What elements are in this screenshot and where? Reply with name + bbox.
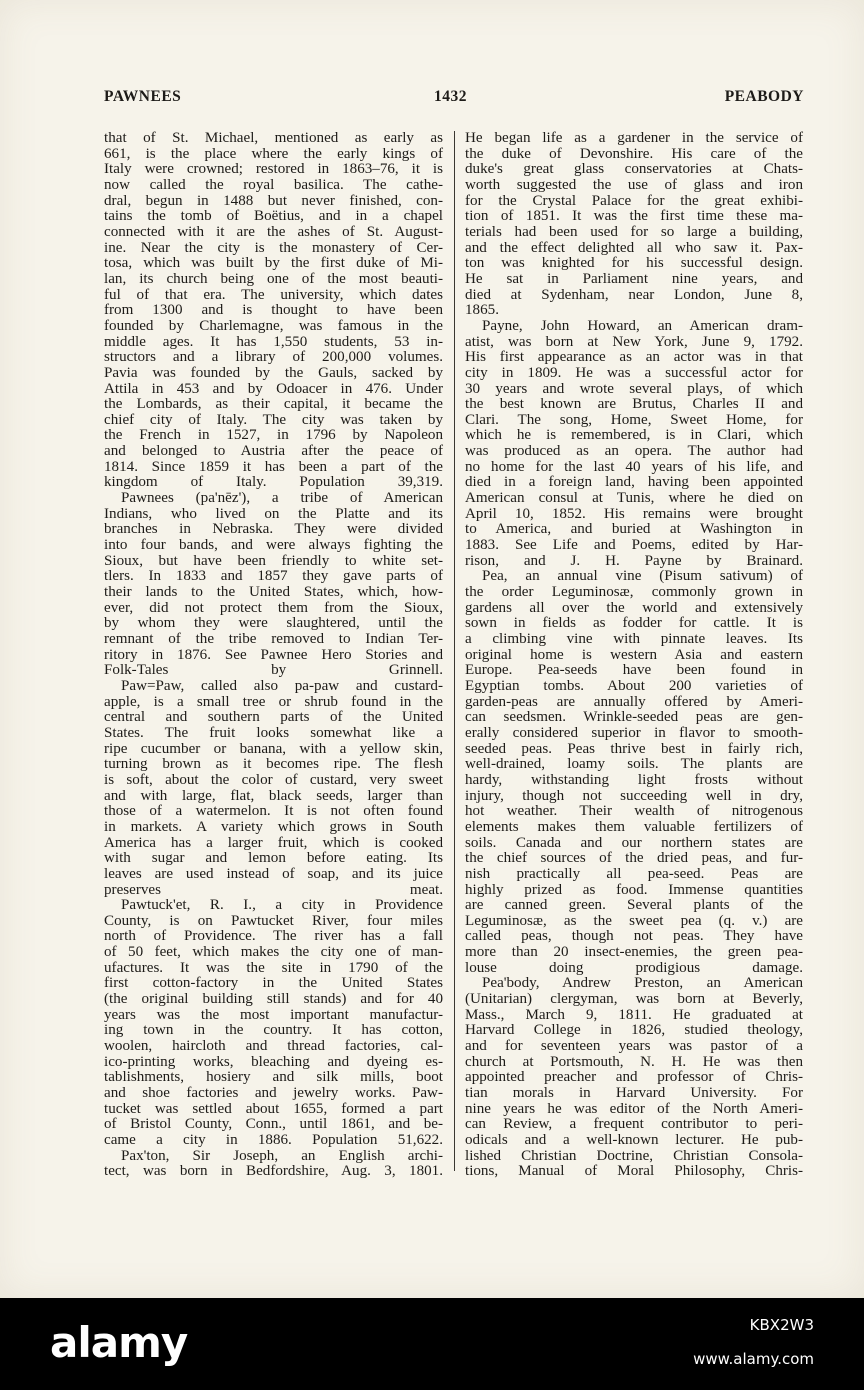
- text-line: Sioux, but have been friendly to white set-: [104, 552, 443, 569]
- text-line: can Review, a frequent contributor to peri-: [465, 1116, 803, 1133]
- text-line: well-drained, loamy soils. The plants are: [465, 756, 803, 773]
- text-line: nine years he was editor of the North Ameri-: [465, 1100, 803, 1117]
- text-line: Italy were crowned; restored in 1863–76, it is: [104, 161, 443, 178]
- text-line: came a city in 1886. Population 51,622.: [104, 1132, 443, 1148]
- text-line: which he is remembered, is in Clari, which: [465, 427, 803, 444]
- text-line: 1865.: [465, 302, 499, 319]
- text-line: louse doing prodigious damage.: [465, 959, 803, 976]
- text-line: Folk-Tales by Grinnell.: [104, 662, 443, 679]
- text-line: highly prized as food. Immense quantities: [465, 881, 803, 898]
- text-line: terials had been used for so large a building,: [465, 223, 803, 240]
- text-line: American consul at Tunis, where he died on: [465, 490, 803, 507]
- text-line: tucket was settled about 1655, formed a part: [104, 1100, 443, 1117]
- text-line: Pavia was founded by the Gauls, sacked by: [104, 364, 443, 381]
- text-line: north of Providence. The river has a fall: [104, 928, 443, 945]
- watermark-image-id: KBX2W3: [749, 1316, 814, 1334]
- text-line: woolen, haircloth and thread factories, cal-: [104, 1038, 443, 1055]
- text-line: odicals and a well-known lecturer. He pub-: [465, 1132, 803, 1148]
- text-line: worth suggested the use of glass and iron: [465, 176, 803, 193]
- text-line: can seedsmen. Wrinkle-seeded peas are gen-: [465, 709, 803, 726]
- text-line: elements makes them valuable fertilizers of: [465, 818, 803, 835]
- text-line: sown in fields as fodder for cattle. It is: [465, 615, 803, 632]
- text-line: tosa, which was built by the first duke of Mi-: [104, 255, 443, 272]
- text-line: from 1300 and is thought to have been: [104, 302, 443, 319]
- text-line: Payne, John Howard, an American dram-: [482, 317, 803, 334]
- text-line: chief city of Italy. The city was taken by: [104, 411, 443, 428]
- text-line: tions, Manual of Moral Philosophy, Chris-: [465, 1163, 803, 1180]
- text-line: and the effect delighted all who saw it. Pax-: [465, 239, 803, 256]
- text-line: States. The fruit looks somewhat like a: [104, 724, 443, 741]
- text-line: soils. Canada and our northern states are: [465, 834, 803, 851]
- text-line: was produced as an opera. The author had: [465, 443, 803, 460]
- text-line: original home is western Asia and eastern: [465, 646, 803, 663]
- text-line: the chief sources of the dried peas, and fur-: [465, 850, 803, 867]
- text-line: Europe. Pea-seeds have been found in: [465, 662, 803, 679]
- text-line: (the original building still stands) and for 40: [104, 991, 443, 1008]
- text-line: He sat in Parliament nine years, and: [465, 270, 803, 287]
- text-line: to America, and buried at Washington in: [465, 521, 803, 538]
- text-line: branches in Nebraska. They were divided: [104, 521, 443, 538]
- text-line: 1883. See Life and Poems, edited by Har-: [465, 537, 803, 554]
- text-line: are canned green. Several plants of the: [465, 897, 803, 914]
- text-line: Attila in 453 and by Odoacer in 476. Under: [104, 380, 443, 397]
- text-line: Pea, an annual vine (Pisum sativum) of: [482, 568, 803, 585]
- page-number: 1432: [434, 88, 467, 105]
- text-line: Pea'body, Andrew Preston, an American: [482, 975, 803, 992]
- text-line: April 10, 1852. His remains were brought: [465, 505, 803, 522]
- running-header: [104, 88, 804, 110]
- text-line: the Lombards, as their capital, it became the: [104, 396, 443, 413]
- text-line: He began life as a gardener in the service of: [465, 130, 803, 146]
- text-line: County, is on Pawtucket River, four miles: [104, 912, 443, 929]
- text-line: 30 years and wrote several plays, of which: [465, 380, 803, 397]
- text-line: by whom they were slaughtered, until the: [104, 615, 443, 632]
- text-line: hardy, withstanding light frosts without: [465, 771, 803, 788]
- text-line: Paw=Paw, called also pa-paw and custard-: [121, 677, 443, 694]
- text-line: of Bristol County, Conn., until 1861, and be-: [104, 1116, 443, 1133]
- text-line: 1814. Since 1859 it has been a part of the: [104, 458, 443, 475]
- column-divider: [454, 131, 455, 1171]
- text-line: Pawnees (pa'nēz'), a tribe of American: [121, 490, 443, 507]
- text-line: tlers. In 1833 and 1857 they gave parts of: [104, 568, 443, 585]
- text-line: tian morals in Harvard University. For: [465, 1085, 803, 1102]
- header-right-guide-word: PEABODY: [724, 88, 804, 105]
- text-line: preserves meat.: [104, 881, 443, 898]
- text-line: Indians, who lived on the Platte and its: [104, 505, 443, 522]
- text-line: ritory in 1876. See Pawnee Hero Stories and: [104, 646, 443, 663]
- text-line: Egyptian tombs. About 200 varieties of: [465, 677, 803, 694]
- text-line: gardens all over the world and extensively: [465, 599, 803, 616]
- text-line: Pax'ton, Sir Joseph, an English archi-: [121, 1147, 443, 1164]
- text-line: injury, though not succeeding well in dry,: [465, 787, 803, 804]
- text-line: first cotton-factory in the United States: [104, 975, 443, 992]
- text-line: rison, and J. H. Payne by Brainard.: [465, 552, 803, 569]
- text-line: remnant of the tribe removed to Indian Ter-: [104, 631, 443, 647]
- text-line: of 50 feet, which makes the city one of man-: [104, 944, 443, 961]
- text-line: seeded peas. Peas thrive best in fairly rich,: [465, 740, 803, 757]
- text-line: their lands to the United States, which, how-: [104, 584, 443, 601]
- text-line: no home for the last 40 years of his life, and: [465, 458, 803, 475]
- text-line: called peas, though not peas. They have: [465, 928, 803, 945]
- text-line: with sugar and lemon before eating. Its: [104, 850, 443, 867]
- text-line: turning brown as it becomes ripe. The flesh: [104, 756, 443, 773]
- text-line: connected with it are the ashes of St. August-: [104, 223, 443, 240]
- text-line: that of St. Michael, mentioned as early as: [104, 130, 443, 146]
- text-line: now called the royal basilica. The cathe-: [104, 176, 443, 193]
- text-line: and with large, flat, black seeds, larger than: [104, 787, 443, 804]
- text-line: more than 20 insect-enemies, the green pea-: [465, 944, 803, 961]
- text-line: for the Crystal Palace for the great exhibi-: [465, 192, 803, 209]
- text-line: tect, was born in Bedfordshire, Aug. 3, 1801.: [104, 1163, 443, 1180]
- text-line: those of a watermelon. It is not often found: [104, 803, 443, 820]
- text-line: structors and a library of 200,000 volumes.: [104, 349, 443, 366]
- text-line: duke's great glass conservatories at Chats-: [465, 161, 803, 178]
- text-line: lished Christian Doctrine, Christian Consola-: [465, 1147, 803, 1164]
- text-line: erally considered superior in flavor to smooth-: [465, 724, 803, 741]
- text-line: ful of that era. The university, which dates: [104, 286, 443, 303]
- text-line: Harvard College in 1826, studied theology,: [465, 1022, 803, 1039]
- text-line: died at Sydenham, near London, June 8,: [465, 286, 803, 303]
- text-line: into four bands, and were always fighting the: [104, 537, 443, 554]
- watermark-bar: [0, 1298, 864, 1390]
- text-line: the best known are Brutus, Charles II and: [465, 396, 803, 413]
- text-line: city in 1809. He was a successful actor for: [465, 364, 803, 381]
- text-line: ine. Near the city is the monastery of Cer-: [104, 239, 443, 256]
- text-line: years was the most important manufactur-: [104, 1006, 443, 1023]
- text-line: middle ages. It has 1,550 students, 53 in-: [104, 333, 443, 350]
- text-line: ever, did not protect them from the Sioux,: [104, 599, 443, 616]
- text-line: ufactures. It was the site in 1790 of the: [104, 959, 443, 976]
- text-line: is soft, about the color of custard, very sweet: [104, 771, 443, 788]
- text-line: lan, its church being one of the most beauti-: [104, 270, 443, 287]
- text-line: founded by Charlemagne, was famous in the: [104, 317, 443, 334]
- text-line: Leguminosæ, as the sweet pea (q. v.) are: [465, 912, 803, 929]
- text-line: Mass., March 9, 1811. He graduated at: [465, 1006, 803, 1023]
- text-line: the duke of Devonshire. His care of the: [465, 145, 803, 162]
- text-line: leaves are used instead of soap, and its juice: [104, 865, 443, 882]
- text-line: tion of 1851. It was the first time these ma-: [465, 208, 803, 225]
- text-line: ton was knighted for his successful design.: [465, 255, 803, 272]
- text-line: ripe cucumber or banana, with a yellow skin,: [104, 740, 443, 757]
- header-left-guide-word: PAWNEES: [104, 88, 182, 105]
- right-text-column: [465, 131, 803, 1180]
- text-line: tains the tomb of Boëtius, and in a chapel: [104, 208, 443, 225]
- text-line: nish practically all pea-seed. Peas are: [465, 865, 803, 882]
- text-line: ico-printing works, bleaching and dyeing es-: [104, 1053, 443, 1070]
- text-line: Pawtuck'et, R. I., a city in Providence: [121, 897, 443, 914]
- text-line: and shoe factories and jewelry works. Paw-: [104, 1085, 443, 1102]
- text-line: died in a foreign land, having been appointed: [465, 474, 803, 491]
- text-line: Clari. The song, Home, Sweet Home, for: [465, 411, 803, 428]
- text-line: garden-peas are annually offered by Ameri-: [465, 693, 803, 710]
- text-line: appointed preacher and professor of Chris-: [465, 1069, 803, 1086]
- text-line: central and southern parts of the United: [104, 709, 443, 726]
- text-line: kingdom of Italy. Population 39,319.: [104, 474, 443, 491]
- watermark-logo: alamy: [50, 1318, 188, 1367]
- text-line: ing town in the country. It has cotton,: [104, 1022, 443, 1039]
- text-line: atist, was born at New York, June 9, 1792.: [465, 333, 803, 350]
- text-line: a climbing vine with pinnate leaves. Its: [465, 631, 803, 647]
- text-line: (Unitarian) clergyman, was born at Beverly,: [465, 991, 803, 1008]
- text-line: America has a larger fruit, which is cooked: [104, 834, 443, 851]
- text-line: 661, is the place where the early kings of: [104, 145, 443, 162]
- text-line: church at Portsmouth, N. H. He was then: [465, 1053, 803, 1070]
- watermark-site: www.alamy.com: [693, 1350, 814, 1368]
- text-line: the order Leguminosæ, commonly grown in: [465, 584, 803, 601]
- left-text-column: [104, 131, 443, 1180]
- text-line: apple, is a small tree or shrub found in the: [104, 693, 443, 710]
- text-line: His first appearance as an actor was in that: [465, 349, 803, 366]
- text-line: in markets. A variety which grows in South: [104, 818, 443, 835]
- text-line: dral, begun in 1488 but never finished, con-: [104, 192, 443, 209]
- text-line: the French in 1527, in 1796 by Napoleon: [104, 427, 443, 444]
- text-line: tablishments, hosiery and silk mills, boot: [104, 1069, 443, 1086]
- text-line: and belonged to Austria after the peace of: [104, 443, 443, 460]
- text-line: hot weather. Their wealth of nitrogenous: [465, 803, 803, 820]
- text-line: and for seventeen years was pastor of a: [465, 1038, 803, 1055]
